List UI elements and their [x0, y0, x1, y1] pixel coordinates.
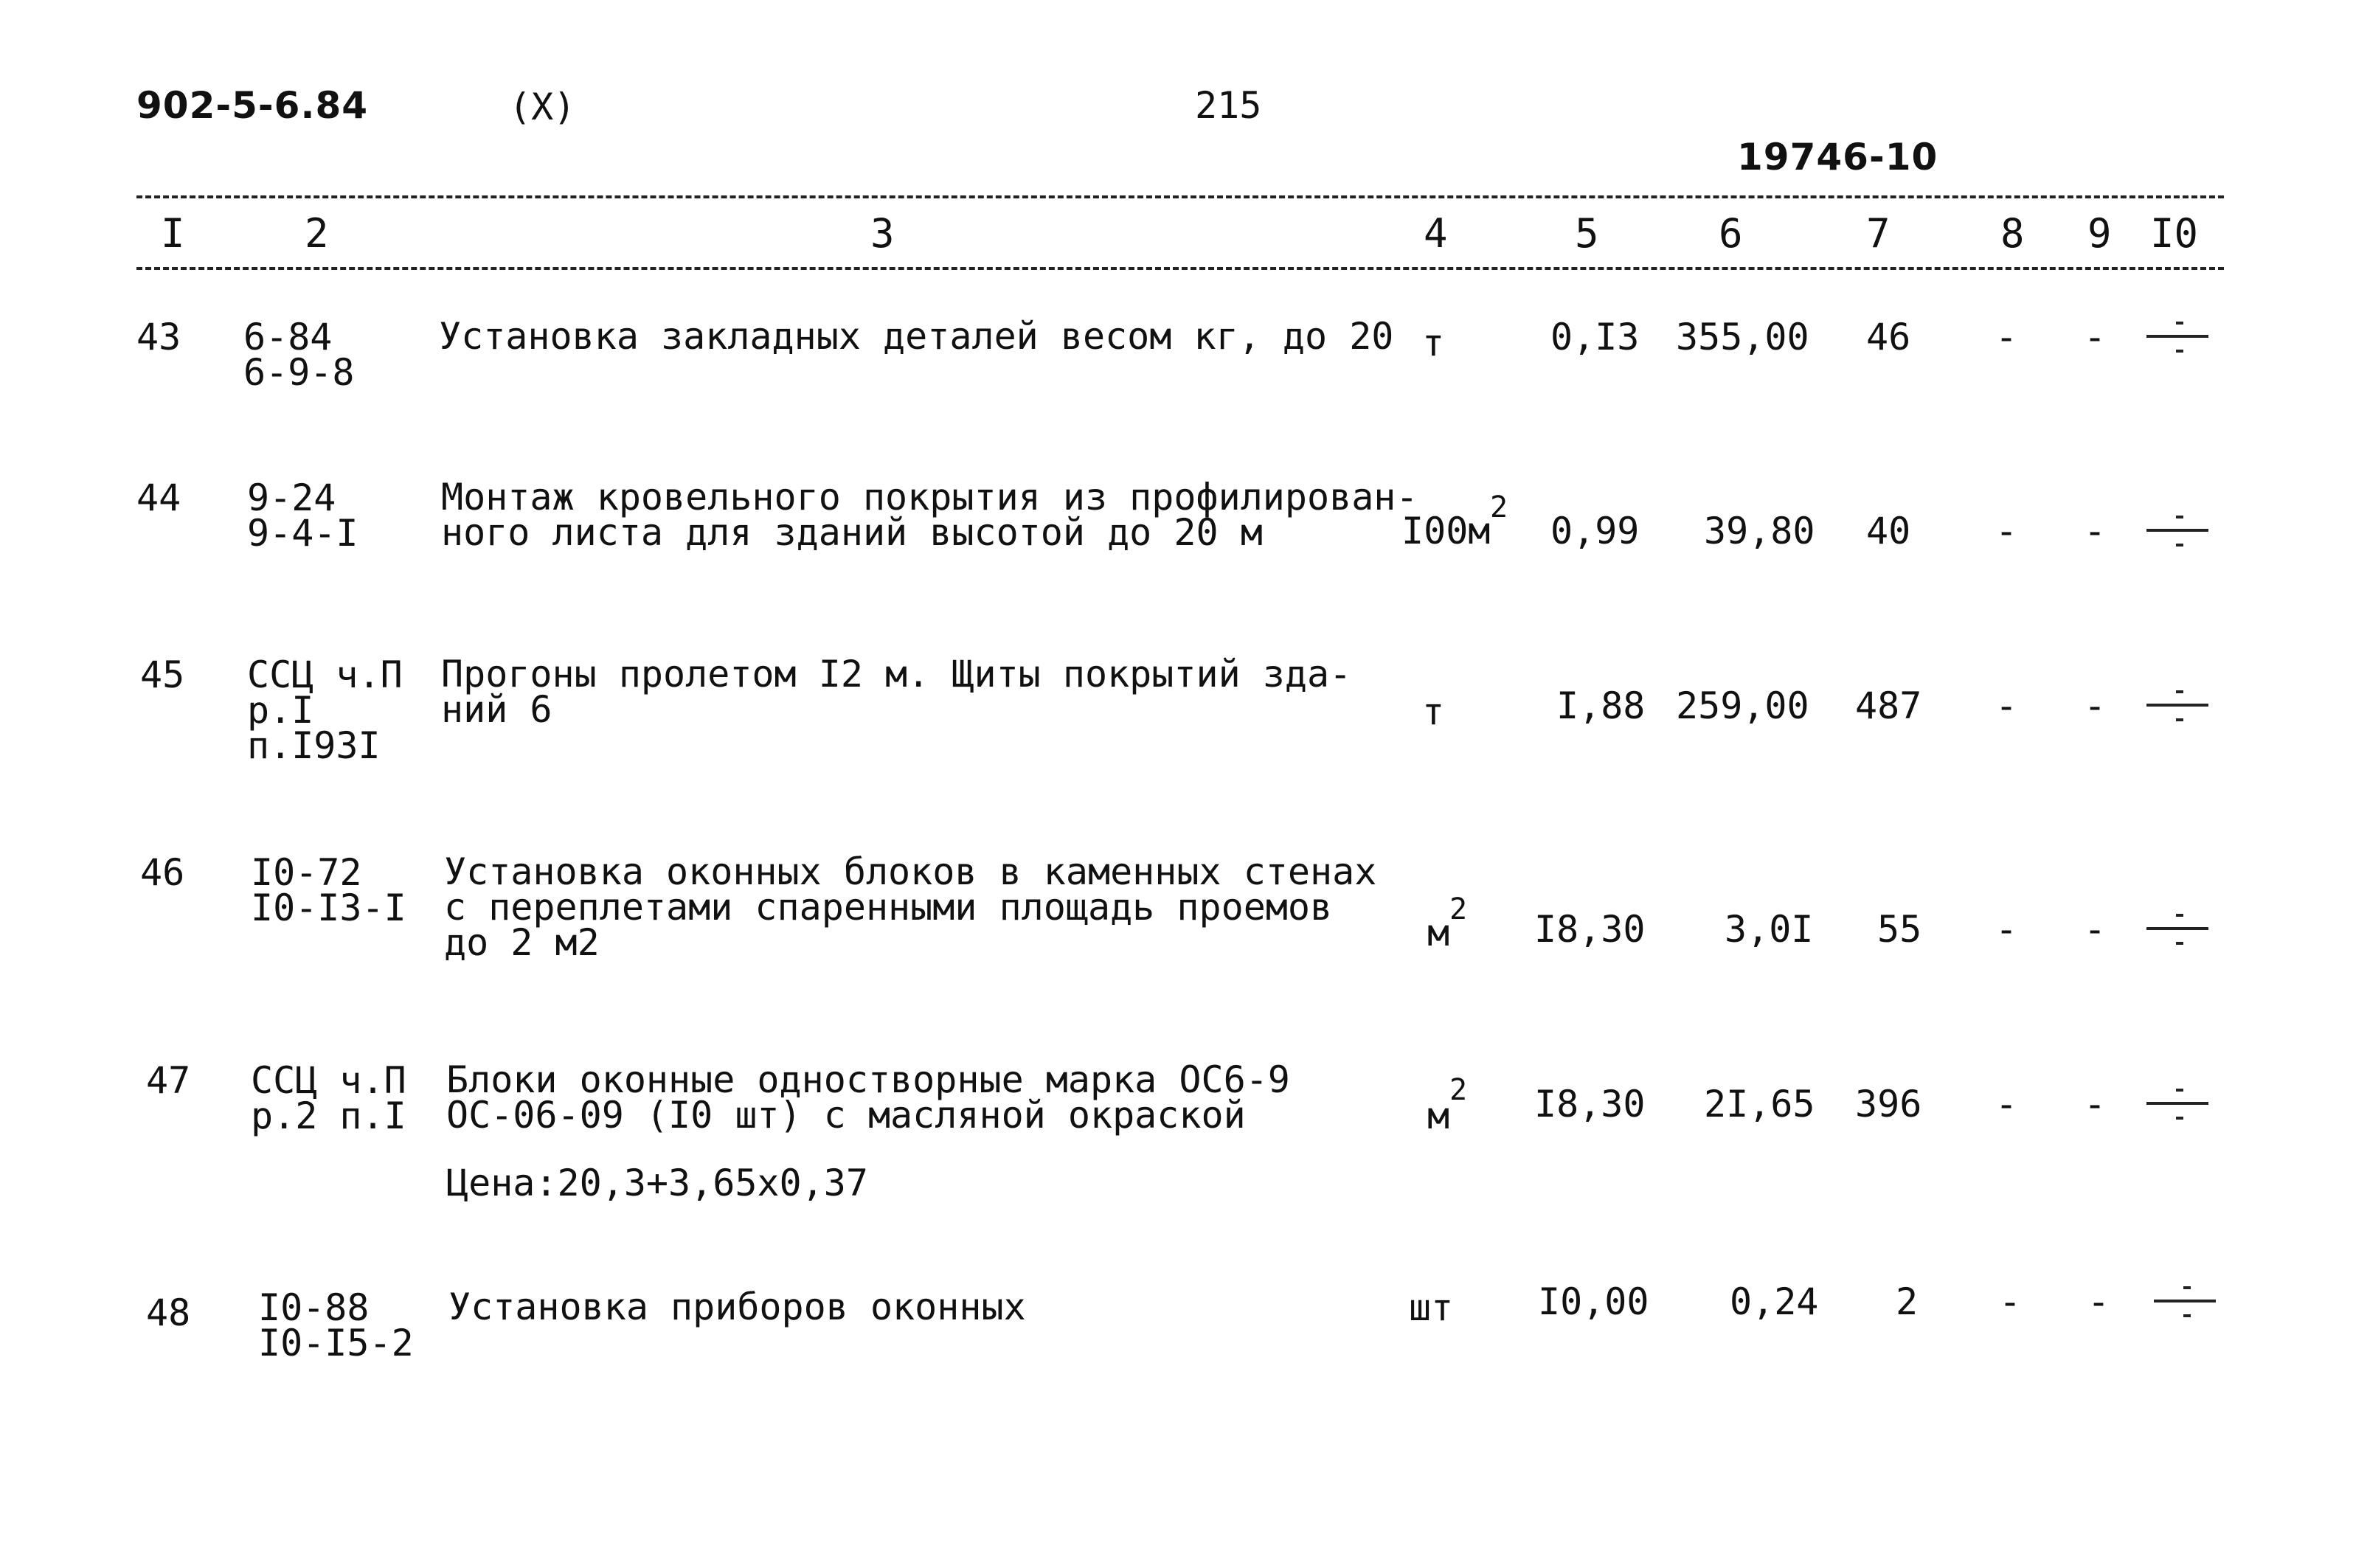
norm-code: I0-I3-I [251, 887, 406, 929]
page-number: 215 [1195, 84, 1262, 127]
dash-fraction-mark [2146, 311, 2208, 363]
norm-code: 6-84 [243, 316, 333, 358]
norm-code: р.2 п.I [251, 1095, 406, 1137]
unit: I00м [1401, 510, 1491, 552]
unit-price: 355,00 [1676, 316, 1809, 358]
work-description: Прогоны пролетом I2 м. Щиты покрытий зда- [441, 653, 1352, 695]
col-header: 2 [305, 210, 329, 257]
dash-fraction-mark [2146, 680, 2208, 732]
work-description: ного листа для зданий высотой до 20 м [441, 511, 1263, 554]
norm-code: ССЦ ч.П [247, 653, 403, 696]
col-header: I [161, 210, 185, 257]
row-number: 44 [136, 476, 181, 519]
col9-value: - [2084, 1083, 2107, 1125]
unit-superscript: 2 [1449, 1073, 1468, 1107]
work-description: до 2 м2 [444, 921, 600, 964]
col-header: 3 [870, 210, 895, 257]
doc-code: 902-5-6.84 [136, 84, 369, 127]
col9-value: - [2084, 510, 2107, 552]
unit: т [1422, 690, 1445, 733]
col9-value: - [2087, 1280, 2110, 1323]
col9-value: - [2084, 316, 2107, 358]
norm-code: 6-9-8 [243, 351, 355, 394]
quantity: 0,I3 [1550, 316, 1640, 358]
total: 55 [1877, 908, 1922, 951]
norm-code: р.I [247, 689, 314, 732]
row-number: 48 [146, 1291, 191, 1334]
quantity: 0,99 [1550, 510, 1640, 552]
unit: т [1422, 322, 1445, 364]
col-header: 5 [1575, 210, 1599, 257]
col8-value: - [1995, 510, 2018, 552]
quantity: I8,30 [1534, 908, 1646, 951]
dash-fraction-mark [2154, 1276, 2216, 1328]
quantity: I0,00 [1538, 1280, 1649, 1323]
unit: шт [1409, 1286, 1454, 1329]
work-description: ОС-06-09 (I0 шт) с масляной окраской [446, 1094, 1246, 1137]
col-header: 8 [2000, 210, 2025, 257]
dash-fraction-mark [2146, 903, 2208, 955]
row-number: 45 [140, 653, 185, 696]
unit: м [1427, 1095, 1450, 1137]
header-bottom-rule [136, 267, 2224, 270]
work-description: Блоки оконные одностворные марка ОС6-9 [446, 1058, 1290, 1101]
total: 396 [1855, 1083, 1922, 1125]
norm-code: 9-4-I [247, 512, 358, 555]
col8-value: - [1995, 684, 2018, 727]
total: 487 [1855, 684, 1922, 727]
norm-code: I0-72 [251, 851, 362, 894]
col-header: 9 [2087, 210, 2112, 257]
row-number: 43 [136, 316, 181, 358]
col8-value: - [1995, 908, 2018, 951]
total: 40 [1866, 510, 1911, 552]
unit: м [1427, 912, 1450, 954]
header-top-rule [136, 195, 2224, 198]
col-header: 6 [1719, 210, 1743, 257]
unit-price: 0,24 [1730, 1280, 1819, 1323]
work-description: Установка закладных деталей весом кг, до 20 [439, 315, 1394, 358]
unit-price: 259,00 [1676, 684, 1809, 727]
work-description: Установка приборов оконных [448, 1286, 1026, 1328]
norm-code: ССЦ ч.П [251, 1059, 406, 1102]
col9-value: - [2084, 684, 2107, 727]
norm-code: I0-I5-2 [258, 1322, 414, 1364]
unit-price: 3,0I [1725, 908, 1814, 951]
total: 2 [1896, 1280, 1919, 1323]
norm-code: п.I93I [247, 724, 381, 767]
work-description: ний 6 [441, 688, 552, 731]
col8-value: - [1995, 316, 2018, 358]
row-number: 46 [140, 851, 185, 894]
dash-fraction-mark [2146, 1078, 2208, 1130]
section-label: (X) [509, 86, 576, 128]
unit-price: 39,80 [1704, 510, 1815, 552]
col-header: 4 [1424, 210, 1448, 257]
quantity: I8,30 [1534, 1083, 1646, 1125]
unit-superscript: 2 [1490, 490, 1508, 524]
unit-superscript: 2 [1449, 892, 1468, 926]
norm-code: I0-88 [258, 1286, 370, 1329]
total: 46 [1866, 316, 1911, 358]
dash-fraction-mark [2146, 505, 2208, 557]
row-number: 47 [146, 1059, 191, 1102]
norm-code: 9-24 [247, 476, 336, 519]
work-description: Установка оконных блоков в каменных стенах [444, 850, 1377, 893]
sheet-code: 19746-10 [1737, 136, 1938, 178]
unit-price: 2I,65 [1704, 1083, 1815, 1125]
col8-value: - [1995, 1083, 2018, 1125]
price-note: Цена:20,3+3,65х0,37 [446, 1162, 868, 1204]
work-description: с переплетами спаренными площадь проемов [444, 886, 1333, 929]
work-description: Монтаж кровельного покрытия из профилирован- [441, 476, 1418, 518]
col-header: I0 [2150, 210, 2199, 257]
quantity: I,88 [1556, 684, 1646, 727]
col9-value: - [2084, 908, 2107, 951]
col-header: 7 [1866, 210, 1891, 257]
col8-value: - [1999, 1280, 2022, 1323]
